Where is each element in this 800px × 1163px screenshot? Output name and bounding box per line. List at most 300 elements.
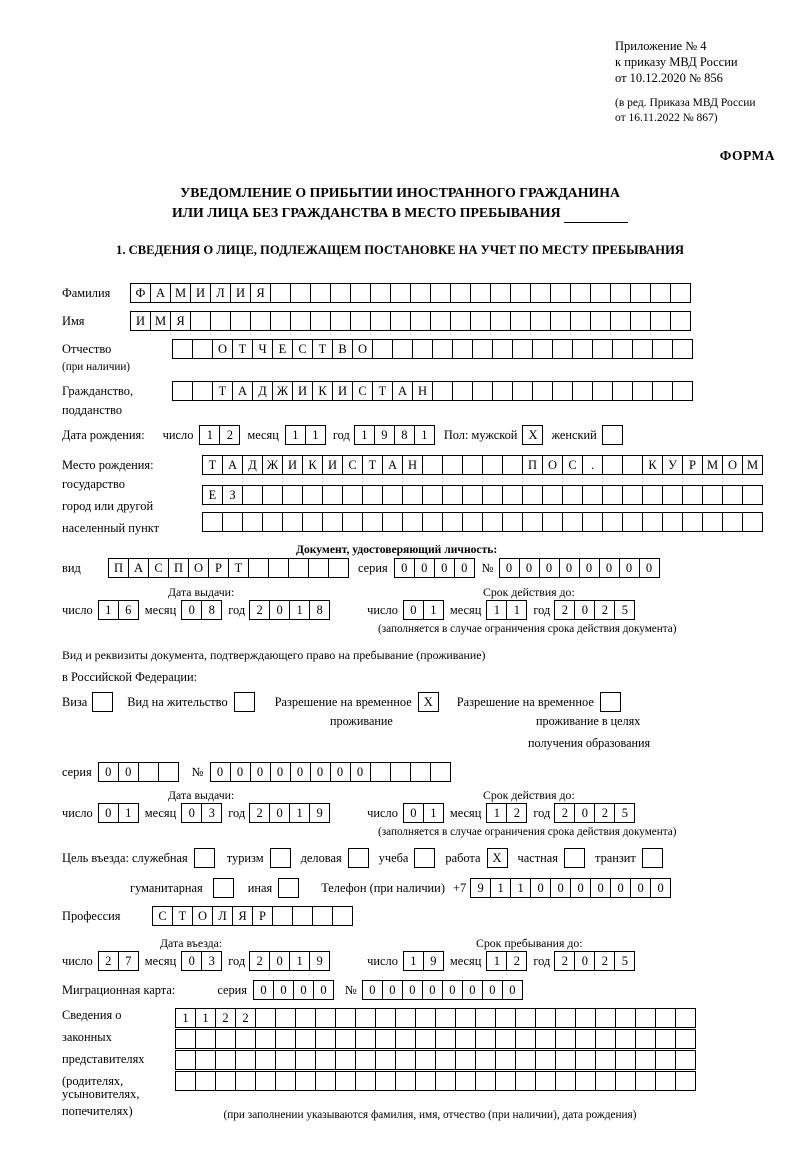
form-cell[interactable]: 0 bbox=[579, 558, 600, 578]
form-cell[interactable]: 0 bbox=[574, 951, 595, 971]
form-cell[interactable]: 1 bbox=[423, 600, 444, 620]
form-cell[interactable]: 6 bbox=[118, 600, 139, 620]
form-cell[interactable] bbox=[652, 339, 673, 359]
form-cell[interactable] bbox=[492, 339, 513, 359]
form-cell[interactable] bbox=[250, 311, 271, 331]
form-cell[interactable]: 0 bbox=[210, 762, 231, 782]
stay-valid-month-cells[interactable] bbox=[486, 803, 526, 823]
form-cell[interactable]: 0 bbox=[434, 558, 455, 578]
form-cell[interactable] bbox=[502, 485, 523, 505]
form-cell[interactable] bbox=[452, 339, 473, 359]
form-cell[interactable] bbox=[535, 1071, 556, 1091]
form-cell[interactable]: 1 bbox=[486, 600, 507, 620]
form-cell[interactable] bbox=[555, 1071, 576, 1091]
form-cell[interactable] bbox=[582, 512, 603, 532]
form-cell[interactable]: О bbox=[192, 906, 213, 926]
form-cell[interactable]: 1 bbox=[98, 600, 119, 620]
form-cell[interactable]: 0 bbox=[442, 980, 463, 1000]
form-cell[interactable] bbox=[542, 512, 563, 532]
form-cell[interactable]: 1 bbox=[510, 878, 531, 898]
form-cell[interactable] bbox=[515, 1008, 536, 1028]
form-cell[interactable] bbox=[432, 339, 453, 359]
form-cell[interactable] bbox=[575, 1071, 596, 1091]
form-cell[interactable]: Р bbox=[208, 558, 229, 578]
form-cell[interactable]: 2 bbox=[554, 803, 575, 823]
form-cell[interactable]: А bbox=[392, 381, 413, 401]
form-cell[interactable] bbox=[572, 339, 593, 359]
form-cell[interactable] bbox=[675, 1008, 696, 1028]
form-cell[interactable]: И bbox=[230, 283, 251, 303]
form-cell[interactable]: 5 bbox=[614, 600, 635, 620]
form-cell[interactable] bbox=[682, 512, 703, 532]
purpose-private-checkbox[interactable] bbox=[564, 848, 585, 868]
form-cell[interactable] bbox=[390, 311, 411, 331]
doc-number-cells[interactable] bbox=[499, 558, 659, 578]
doc-issue-month-cells[interactable] bbox=[181, 600, 221, 620]
form-cell[interactable] bbox=[555, 1050, 576, 1070]
form-cell[interactable] bbox=[482, 512, 503, 532]
form-cell[interactable] bbox=[235, 1071, 256, 1091]
form-cell[interactable]: 0 bbox=[422, 980, 443, 1000]
form-cell[interactable]: Т bbox=[202, 455, 223, 475]
form-cell[interactable]: П bbox=[108, 558, 129, 578]
patronymic-cells[interactable] bbox=[172, 339, 692, 359]
form-cell[interactable] bbox=[475, 1029, 496, 1049]
form-cell[interactable] bbox=[530, 311, 551, 331]
form-cell[interactable]: 0 bbox=[181, 803, 202, 823]
form-cell[interactable]: У bbox=[662, 455, 683, 475]
form-cell[interactable]: Я bbox=[250, 283, 271, 303]
form-cell[interactable]: 0 bbox=[313, 980, 334, 1000]
sex-female-checkbox[interactable] bbox=[602, 425, 623, 445]
doc-valid-year-cells[interactable] bbox=[554, 600, 634, 620]
form-cell[interactable] bbox=[622, 485, 643, 505]
form-cell[interactable] bbox=[270, 311, 291, 331]
form-cell[interactable] bbox=[222, 512, 243, 532]
form-cell[interactable]: 1 bbox=[305, 425, 326, 445]
entry-month-cells[interactable] bbox=[181, 951, 221, 971]
form-cell[interactable] bbox=[462, 455, 483, 475]
form-cell[interactable]: 9 bbox=[309, 803, 330, 823]
form-cell[interactable] bbox=[355, 1029, 376, 1049]
form-cell[interactable]: 1 bbox=[289, 600, 310, 620]
form-cell[interactable] bbox=[592, 381, 613, 401]
form-cell[interactable] bbox=[315, 1029, 336, 1049]
form-cell[interactable] bbox=[722, 485, 743, 505]
form-cell[interactable]: 0 bbox=[414, 558, 435, 578]
doc-series-cells[interactable] bbox=[394, 558, 474, 578]
form-cell[interactable]: Ч bbox=[252, 339, 273, 359]
form-cell[interactable]: 0 bbox=[570, 878, 591, 898]
form-cell[interactable] bbox=[390, 762, 411, 782]
birthplace-state-cells[interactable] bbox=[202, 455, 762, 475]
form-cell[interactable]: 0 bbox=[630, 878, 651, 898]
form-cell[interactable] bbox=[612, 339, 633, 359]
form-cell[interactable] bbox=[472, 381, 493, 401]
legal-reps-cells-2[interactable] bbox=[175, 1029, 695, 1049]
form-cell[interactable] bbox=[422, 485, 443, 505]
form-cell[interactable]: 0 bbox=[250, 762, 271, 782]
form-cell[interactable]: 2 bbox=[594, 600, 615, 620]
form-cell[interactable] bbox=[342, 512, 363, 532]
form-cell[interactable] bbox=[650, 311, 671, 331]
form-cell[interactable] bbox=[462, 485, 483, 505]
form-cell[interactable]: А bbox=[128, 558, 149, 578]
form-cell[interactable]: Т bbox=[372, 381, 393, 401]
form-cell[interactable] bbox=[275, 1008, 296, 1028]
form-cell[interactable]: 0 bbox=[650, 878, 671, 898]
form-cell[interactable]: С bbox=[562, 455, 583, 475]
form-cell[interactable] bbox=[410, 311, 431, 331]
form-cell[interactable]: Л bbox=[210, 283, 231, 303]
form-cell[interactable]: 1 bbox=[423, 803, 444, 823]
form-cell[interactable]: Е bbox=[272, 339, 293, 359]
form-cell[interactable]: 0 bbox=[330, 762, 351, 782]
form-cell[interactable] bbox=[372, 339, 393, 359]
form-cell[interactable]: 2 bbox=[554, 600, 575, 620]
form-cell[interactable]: З bbox=[222, 485, 243, 505]
form-cell[interactable] bbox=[335, 1050, 356, 1070]
form-cell[interactable]: М bbox=[170, 283, 191, 303]
form-cell[interactable] bbox=[582, 485, 603, 505]
form-cell[interactable] bbox=[550, 283, 571, 303]
form-cell[interactable] bbox=[432, 381, 453, 401]
form-cell[interactable] bbox=[742, 485, 763, 505]
form-cell[interactable]: О bbox=[542, 455, 563, 475]
form-cell[interactable] bbox=[295, 1029, 316, 1049]
form-cell[interactable] bbox=[552, 381, 573, 401]
form-cell[interactable]: 0 bbox=[639, 558, 660, 578]
form-cell[interactable] bbox=[422, 512, 443, 532]
form-cell[interactable] bbox=[350, 311, 371, 331]
stay-until-year-cells[interactable] bbox=[554, 951, 634, 971]
form-cell[interactable]: Я bbox=[232, 906, 253, 926]
form-cell[interactable]: П bbox=[522, 455, 543, 475]
form-cell[interactable] bbox=[610, 311, 631, 331]
purpose-tourism-checkbox[interactable] bbox=[270, 848, 291, 868]
legal-reps-cells-1[interactable] bbox=[175, 1008, 695, 1028]
form-cell[interactable]: Ф bbox=[130, 283, 151, 303]
form-cell[interactable] bbox=[192, 381, 213, 401]
form-cell[interactable]: С bbox=[352, 381, 373, 401]
form-cell[interactable] bbox=[470, 311, 491, 331]
form-cell[interactable] bbox=[370, 283, 391, 303]
form-cell[interactable]: 1 bbox=[175, 1008, 196, 1028]
mig-number-cells[interactable] bbox=[362, 980, 522, 1000]
form-cell[interactable] bbox=[442, 512, 463, 532]
form-cell[interactable]: П bbox=[168, 558, 189, 578]
form-cell[interactable] bbox=[655, 1071, 676, 1091]
form-cell[interactable]: В bbox=[332, 339, 353, 359]
form-cell[interactable]: И bbox=[190, 283, 211, 303]
form-cell[interactable] bbox=[382, 485, 403, 505]
form-cell[interactable]: К bbox=[312, 381, 333, 401]
form-cell[interactable] bbox=[402, 512, 423, 532]
form-cell[interactable] bbox=[192, 339, 213, 359]
form-cell[interactable] bbox=[335, 1029, 356, 1049]
form-cell[interactable] bbox=[350, 283, 371, 303]
form-cell[interactable]: 5 bbox=[614, 803, 635, 823]
form-cell[interactable] bbox=[375, 1050, 396, 1070]
form-cell[interactable] bbox=[255, 1071, 276, 1091]
form-cell[interactable] bbox=[502, 455, 523, 475]
form-cell[interactable]: И bbox=[322, 455, 343, 475]
form-cell[interactable] bbox=[702, 512, 723, 532]
form-cell[interactable] bbox=[702, 485, 723, 505]
form-cell[interactable]: С bbox=[342, 455, 363, 475]
form-cell[interactable]: К bbox=[302, 455, 323, 475]
form-cell[interactable] bbox=[522, 512, 543, 532]
form-cell[interactable] bbox=[495, 1050, 516, 1070]
form-cell[interactable]: А bbox=[232, 381, 253, 401]
purpose-service-checkbox[interactable] bbox=[194, 848, 215, 868]
form-cell[interactable] bbox=[515, 1050, 536, 1070]
stay-until-day-cells[interactable] bbox=[403, 951, 443, 971]
form-cell[interactable] bbox=[308, 558, 329, 578]
form-cell[interactable] bbox=[670, 311, 691, 331]
form-cell[interactable]: Т bbox=[228, 558, 249, 578]
form-cell[interactable] bbox=[262, 485, 283, 505]
form-cell[interactable] bbox=[575, 1050, 596, 1070]
form-cell[interactable]: 0 bbox=[118, 762, 139, 782]
form-cell[interactable] bbox=[635, 1050, 656, 1070]
form-cell[interactable] bbox=[602, 455, 623, 475]
form-cell[interactable] bbox=[295, 1050, 316, 1070]
form-cell[interactable] bbox=[642, 512, 663, 532]
form-cell[interactable]: С bbox=[292, 339, 313, 359]
form-cell[interactable] bbox=[138, 762, 159, 782]
form-cell[interactable] bbox=[255, 1029, 276, 1049]
form-cell[interactable] bbox=[570, 283, 591, 303]
form-cell[interactable]: 0 bbox=[590, 878, 611, 898]
stay-issue-month-cells[interactable] bbox=[181, 803, 221, 823]
form-cell[interactable]: 0 bbox=[269, 600, 290, 620]
form-cell[interactable] bbox=[555, 1008, 576, 1028]
form-cell[interactable] bbox=[515, 1029, 536, 1049]
form-cell[interactable]: Д bbox=[252, 381, 273, 401]
form-cell[interactable] bbox=[410, 762, 431, 782]
form-cell[interactable] bbox=[430, 762, 451, 782]
doc-valid-month-cells[interactable] bbox=[486, 600, 526, 620]
doc-valid-day-cells[interactable] bbox=[403, 600, 443, 620]
form-cell[interactable] bbox=[615, 1050, 636, 1070]
form-cell[interactable] bbox=[235, 1050, 256, 1070]
form-cell[interactable] bbox=[622, 512, 643, 532]
form-cell[interactable] bbox=[435, 1071, 456, 1091]
form-cell[interactable]: 0 bbox=[519, 558, 540, 578]
purpose-other-checkbox[interactable] bbox=[278, 878, 299, 898]
form-cell[interactable] bbox=[370, 762, 391, 782]
form-cell[interactable]: Н bbox=[412, 381, 433, 401]
form-cell[interactable] bbox=[492, 381, 513, 401]
form-cell[interactable] bbox=[555, 1029, 576, 1049]
form-cell[interactable] bbox=[450, 311, 471, 331]
form-cell[interactable]: Н bbox=[402, 455, 423, 475]
form-cell[interactable] bbox=[442, 455, 463, 475]
form-cell[interactable]: 1 bbox=[199, 425, 220, 445]
form-cell[interactable]: 0 bbox=[559, 558, 580, 578]
stay-issue-day-cells[interactable] bbox=[98, 803, 138, 823]
form-cell[interactable]: 1 bbox=[486, 951, 507, 971]
form-cell[interactable] bbox=[290, 311, 311, 331]
surname-cells[interactable] bbox=[130, 283, 690, 303]
form-cell[interactable] bbox=[262, 512, 283, 532]
form-cell[interactable] bbox=[395, 1050, 416, 1070]
form-cell[interactable]: 0 bbox=[454, 558, 475, 578]
form-cell[interactable] bbox=[435, 1029, 456, 1049]
form-cell[interactable] bbox=[635, 1071, 656, 1091]
form-cell[interactable] bbox=[472, 339, 493, 359]
form-cell[interactable] bbox=[602, 512, 623, 532]
form-cell[interactable]: 1 bbox=[195, 1008, 216, 1028]
form-cell[interactable] bbox=[422, 455, 443, 475]
form-cell[interactable] bbox=[535, 1029, 556, 1049]
form-cell[interactable]: 1 bbox=[490, 878, 511, 898]
form-cell[interactable] bbox=[322, 485, 343, 505]
form-cell[interactable]: 0 bbox=[462, 980, 483, 1000]
purpose-humanitarian-checkbox[interactable] bbox=[213, 878, 234, 898]
form-cell[interactable]: 2 bbox=[249, 600, 270, 620]
form-cell[interactable]: 0 bbox=[599, 558, 620, 578]
form-cell[interactable]: Т bbox=[212, 381, 233, 401]
form-cell[interactable] bbox=[328, 558, 349, 578]
form-cell[interactable] bbox=[632, 339, 653, 359]
form-cell[interactable]: С bbox=[148, 558, 169, 578]
form-cell[interactable]: 0 bbox=[574, 600, 595, 620]
form-cell[interactable] bbox=[402, 485, 423, 505]
form-cell[interactable] bbox=[490, 311, 511, 331]
form-cell[interactable] bbox=[390, 283, 411, 303]
form-cell[interactable]: 9 bbox=[470, 878, 491, 898]
stay-until-month-cells[interactable] bbox=[486, 951, 526, 971]
form-cell[interactable]: А bbox=[382, 455, 403, 475]
form-cell[interactable]: 1 bbox=[403, 951, 424, 971]
form-cell[interactable] bbox=[355, 1071, 376, 1091]
form-cell[interactable] bbox=[195, 1071, 216, 1091]
form-cell[interactable] bbox=[275, 1071, 296, 1091]
form-cell[interactable] bbox=[268, 558, 289, 578]
stay-valid-year-cells[interactable] bbox=[554, 803, 634, 823]
form-cell[interactable] bbox=[412, 339, 433, 359]
form-cell[interactable] bbox=[495, 1071, 516, 1091]
form-cell[interactable] bbox=[662, 512, 683, 532]
birthplace-city-cells-2[interactable] bbox=[202, 512, 762, 532]
form-cell[interactable] bbox=[552, 339, 573, 359]
form-cell[interactable] bbox=[742, 512, 763, 532]
form-cell[interactable] bbox=[242, 512, 263, 532]
form-cell[interactable]: 0 bbox=[403, 803, 424, 823]
form-cell[interactable]: 1 bbox=[289, 951, 310, 971]
form-cell[interactable] bbox=[455, 1008, 476, 1028]
form-cell[interactable] bbox=[435, 1008, 456, 1028]
form-cell[interactable] bbox=[462, 512, 483, 532]
form-cell[interactable]: 0 bbox=[482, 980, 503, 1000]
form-cell[interactable]: Р bbox=[682, 455, 703, 475]
doc-issue-day-cells[interactable] bbox=[98, 600, 138, 620]
form-cell[interactable]: 2 bbox=[249, 803, 270, 823]
form-cell[interactable] bbox=[202, 512, 223, 532]
form-cell[interactable]: 0 bbox=[502, 980, 523, 1000]
form-cell[interactable] bbox=[415, 1071, 436, 1091]
form-cell[interactable] bbox=[195, 1050, 216, 1070]
form-cell[interactable] bbox=[615, 1008, 636, 1028]
form-cell[interactable] bbox=[175, 1029, 196, 1049]
form-cell[interactable]: И bbox=[282, 455, 303, 475]
form-cell[interactable] bbox=[195, 1029, 216, 1049]
form-cell[interactable] bbox=[510, 311, 531, 331]
form-cell[interactable]: 2 bbox=[215, 1008, 236, 1028]
form-cell[interactable]: 8 bbox=[394, 425, 415, 445]
sex-male-checkbox[interactable]: X bbox=[522, 425, 543, 445]
form-cell[interactable]: 0 bbox=[402, 980, 423, 1000]
form-cell[interactable] bbox=[642, 485, 663, 505]
birth-month-cells[interactable] bbox=[285, 425, 325, 445]
entry-day-cells[interactable] bbox=[98, 951, 138, 971]
form-cell[interactable]: 2 bbox=[506, 951, 527, 971]
form-cell[interactable] bbox=[362, 485, 383, 505]
form-cell[interactable] bbox=[375, 1029, 396, 1049]
form-cell[interactable] bbox=[562, 485, 583, 505]
form-cell[interactable] bbox=[302, 485, 323, 505]
phone-cells[interactable] bbox=[470, 878, 670, 898]
form-cell[interactable] bbox=[312, 906, 333, 926]
form-cell[interactable] bbox=[172, 339, 193, 359]
purpose-work-checkbox[interactable]: X bbox=[487, 848, 508, 868]
form-cell[interactable]: 1 bbox=[289, 803, 310, 823]
edu-residence-checkbox[interactable] bbox=[600, 692, 621, 712]
form-cell[interactable] bbox=[610, 283, 631, 303]
form-cell[interactable]: Т bbox=[362, 455, 383, 475]
stay-series-cells[interactable] bbox=[98, 762, 178, 782]
form-cell[interactable] bbox=[532, 339, 553, 359]
form-cell[interactable] bbox=[590, 311, 611, 331]
form-cell[interactable] bbox=[255, 1008, 276, 1028]
legal-reps-cells-3[interactable] bbox=[175, 1050, 695, 1070]
form-cell[interactable] bbox=[315, 1071, 336, 1091]
form-cell[interactable] bbox=[595, 1008, 616, 1028]
form-cell[interactable] bbox=[282, 485, 303, 505]
form-cell[interactable]: 0 bbox=[350, 762, 371, 782]
form-cell[interactable] bbox=[672, 339, 693, 359]
form-cell[interactable]: 2 bbox=[219, 425, 240, 445]
form-cell[interactable]: 9 bbox=[374, 425, 395, 445]
form-cell[interactable]: 5 bbox=[614, 951, 635, 971]
form-cell[interactable] bbox=[290, 283, 311, 303]
form-cell[interactable] bbox=[430, 283, 451, 303]
form-cell[interactable] bbox=[215, 1071, 236, 1091]
form-cell[interactable] bbox=[475, 1071, 496, 1091]
form-cell[interactable]: Д bbox=[242, 455, 263, 475]
form-cell[interactable]: И bbox=[130, 311, 151, 331]
form-cell[interactable] bbox=[670, 283, 691, 303]
form-cell[interactable] bbox=[230, 311, 251, 331]
form-cell[interactable] bbox=[482, 485, 503, 505]
form-cell[interactable]: 0 bbox=[403, 600, 424, 620]
form-cell[interactable]: 0 bbox=[539, 558, 560, 578]
form-cell[interactable] bbox=[450, 283, 471, 303]
form-cell[interactable] bbox=[650, 283, 671, 303]
form-cell[interactable] bbox=[452, 381, 473, 401]
form-cell[interactable] bbox=[435, 1050, 456, 1070]
birthplace-city-cells-1[interactable] bbox=[202, 485, 762, 505]
purpose-business-checkbox[interactable] bbox=[348, 848, 369, 868]
form-cell[interactable] bbox=[302, 512, 323, 532]
form-cell[interactable]: Р bbox=[252, 906, 273, 926]
form-cell[interactable]: 0 bbox=[382, 980, 403, 1000]
form-cell[interactable]: 0 bbox=[181, 600, 202, 620]
form-cell[interactable] bbox=[395, 1008, 416, 1028]
form-cell[interactable] bbox=[482, 455, 503, 475]
